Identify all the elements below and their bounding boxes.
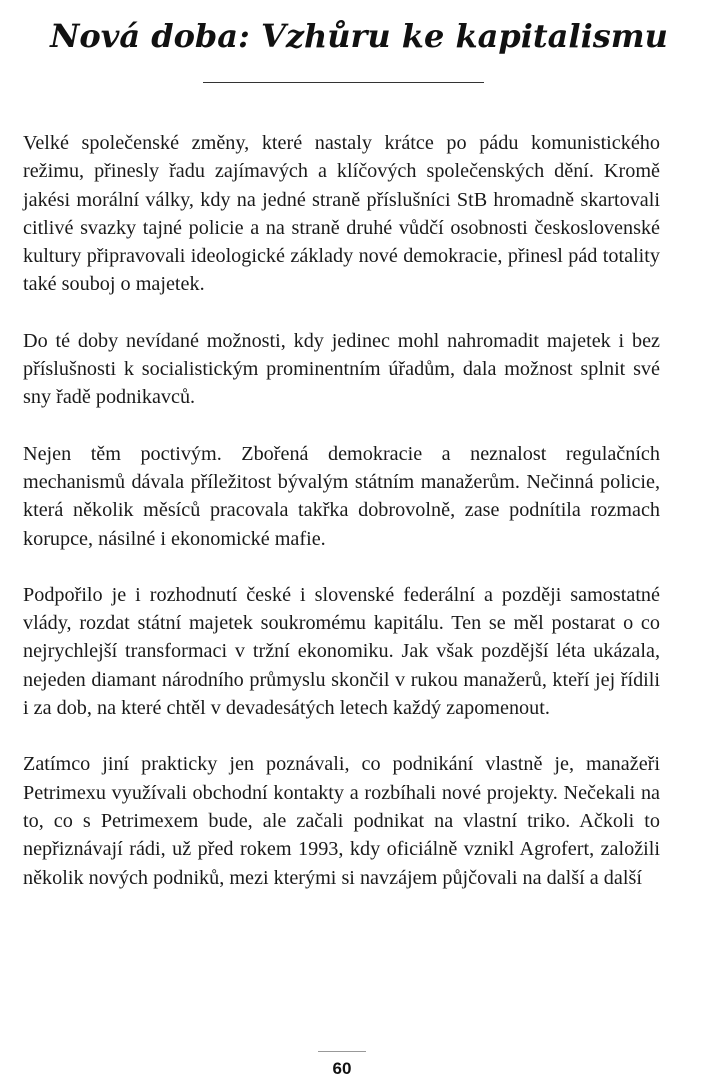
paragraph-5: Zatímco jiní prakticky jen poznávali, co podnikání vlastně je, manažeři Petrimexu využívali obchodní kontakty a rozbíhali nové projekty. Nečekali na to, co s Petrimexem bude, ale začali podnikat na vlastní triko. Ačkoli to nepřiznávají rádi, už před rokem 1993, kdy oficiálně vznikl Agrofert, založili několik nových podniků, mezi kterými si navzájem půjčovali na další a další bbox=[23, 753, 660, 889]
paragraph-1: Velké společenské změny, které nastaly krátce po pádu komunistického režimu, přinesly řadu zajímavých a klíčových společenských dění. Kromě jakési morální války, kdy na jedné straně příslušníci StB hromadně skartovali citlivé svazky tajné policie a na straně druhé vůdčí osobnosti československé kultury připravovali ideologické základy nové demokracie, přinesl pád totality také souboj o majetek. bbox=[23, 132, 660, 296]
paragraph-4: Podpořilo je i rozhodnutí české i slovenské federální a později samostatné vlády, rozdat státní majetek soukromému kapitálu. Ten se měl postarat o co nejrychlejší transformaci v tržní ekonomiku. Jak však pozdější léta ukázala, nejeden diamant národního průmyslu skončil v rukou manažerů, kteří jej řídili i za dob, na které chtěl v devadesátých letech každý zapomenout. bbox=[23, 583, 660, 720]
title-divider bbox=[203, 82, 484, 83]
footer-divider bbox=[318, 1051, 366, 1052]
page-number: 60 bbox=[332, 1059, 352, 1078]
chapter-title: Nová doba: Vzhůru ke kapitalismu bbox=[50, 17, 668, 55]
paragraph-3: Nejen těm poctivým. Zbořená demokracie a neznalost regulačních mechanismů dávala příležitost bývalým státním manažerům. Nečinná policie, která několik měsíců pracovala takřka dobrovolně, zase podnítila rozmach korupce, násilné i ekonomické mafie. bbox=[23, 442, 660, 550]
paragraph-2: Do té doby nevídané možnosti, kdy jedinec mohl nahromadit majetek i bez příslušnosti k socialistickým prominentním úřadům, dala možnost splnit své sny řadě podnikavců. bbox=[23, 329, 660, 409]
body-text bbox=[23, 129, 660, 920]
